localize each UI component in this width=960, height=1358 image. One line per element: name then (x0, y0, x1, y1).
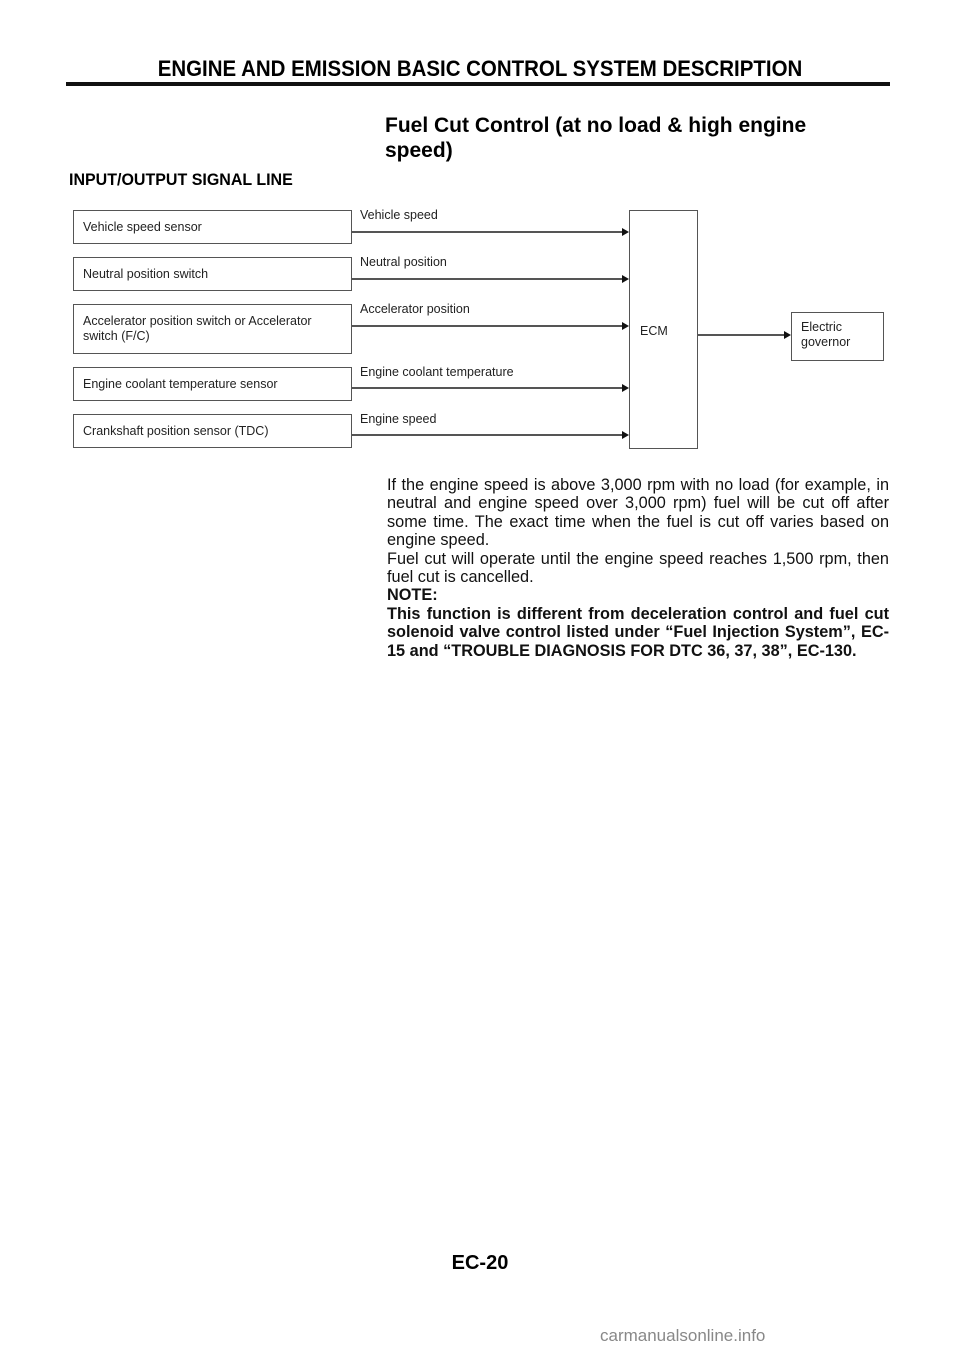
signal-label: Vehicle speed (360, 208, 438, 222)
signal-line-diagram (0, 0, 960, 470)
signal-label: Accelerator position (360, 302, 470, 316)
arrow-right-icon (622, 384, 629, 392)
description-text (387, 476, 889, 660)
output-box-electric-governor (791, 312, 884, 361)
arrow-right-icon (784, 331, 791, 339)
subsection-title: INPUT/OUTPUT SIGNAL LINE (69, 171, 293, 189)
input-box-engine-coolant-temperature-sensor (73, 367, 352, 401)
input-box-label: Vehicle speed sensor (83, 219, 202, 234)
input-box-label: Crankshaft position sensor (TDC) (83, 423, 269, 438)
watermark: carmanualsonline.info (600, 1326, 766, 1345)
arrow-right-icon (622, 431, 629, 439)
ecm-label: ECM (640, 324, 668, 338)
input-box-label: Engine coolant temperature sensor (83, 376, 278, 391)
section-title: Fuel Cut Control (at no load & high engine speed) (385, 114, 807, 162)
signal-label: Engine speed (360, 412, 437, 426)
signal-label: Neutral position (360, 255, 447, 269)
note-text: This function is different from deceleration control and fuel cut solenoid valve control listed under “Fuel Injection System”, EC-15 and “TROUBLE DIAGNOSIS FOR DTC 36, 37, 38”, EC-130. (387, 604, 889, 660)
arrow-right-icon (622, 322, 629, 330)
input-box-label: Neutral position switch (83, 266, 209, 281)
input-box-vehicle-speed-sensor (73, 210, 352, 244)
output-signal-line (698, 334, 784, 336)
signal-line (352, 325, 622, 327)
arrow-right-icon (622, 275, 629, 283)
signal-line (352, 231, 622, 233)
page-number: EC-20 (451, 1252, 509, 1274)
signal-line (352, 278, 622, 280)
note-label: NOTE: (387, 586, 438, 605)
page-header-title: ENGINE AND EMISSION BASIC CONTROL SYSTEM DESCRIPTION (157, 56, 803, 81)
input-box-label: Accelerator position switch or Accelerator switch (F/C) (83, 314, 312, 343)
arrow-right-icon (622, 228, 629, 236)
input-box-crankshaft-position-sensor (73, 414, 352, 448)
input-box-accelerator-position-switch (73, 304, 352, 354)
output-box-label: Electric governor (801, 320, 851, 349)
signal-line (352, 434, 622, 436)
signal-label: Engine coolant temperature (360, 365, 514, 379)
input-box-neutral-position-switch (73, 257, 352, 291)
paragraph: Fuel cut will operate until the engine speed reaches 1,500 rpm, then fuel cut is cancelled. (387, 549, 889, 587)
paragraph: If the engine speed is above 3,000 rpm with no load (for example, in neutral and engine speed over 3,000 rpm) fuel will be cut off after some time. The exact time when the fuel is cut off varies based on engine speed. (387, 476, 889, 550)
signal-line (352, 387, 622, 389)
